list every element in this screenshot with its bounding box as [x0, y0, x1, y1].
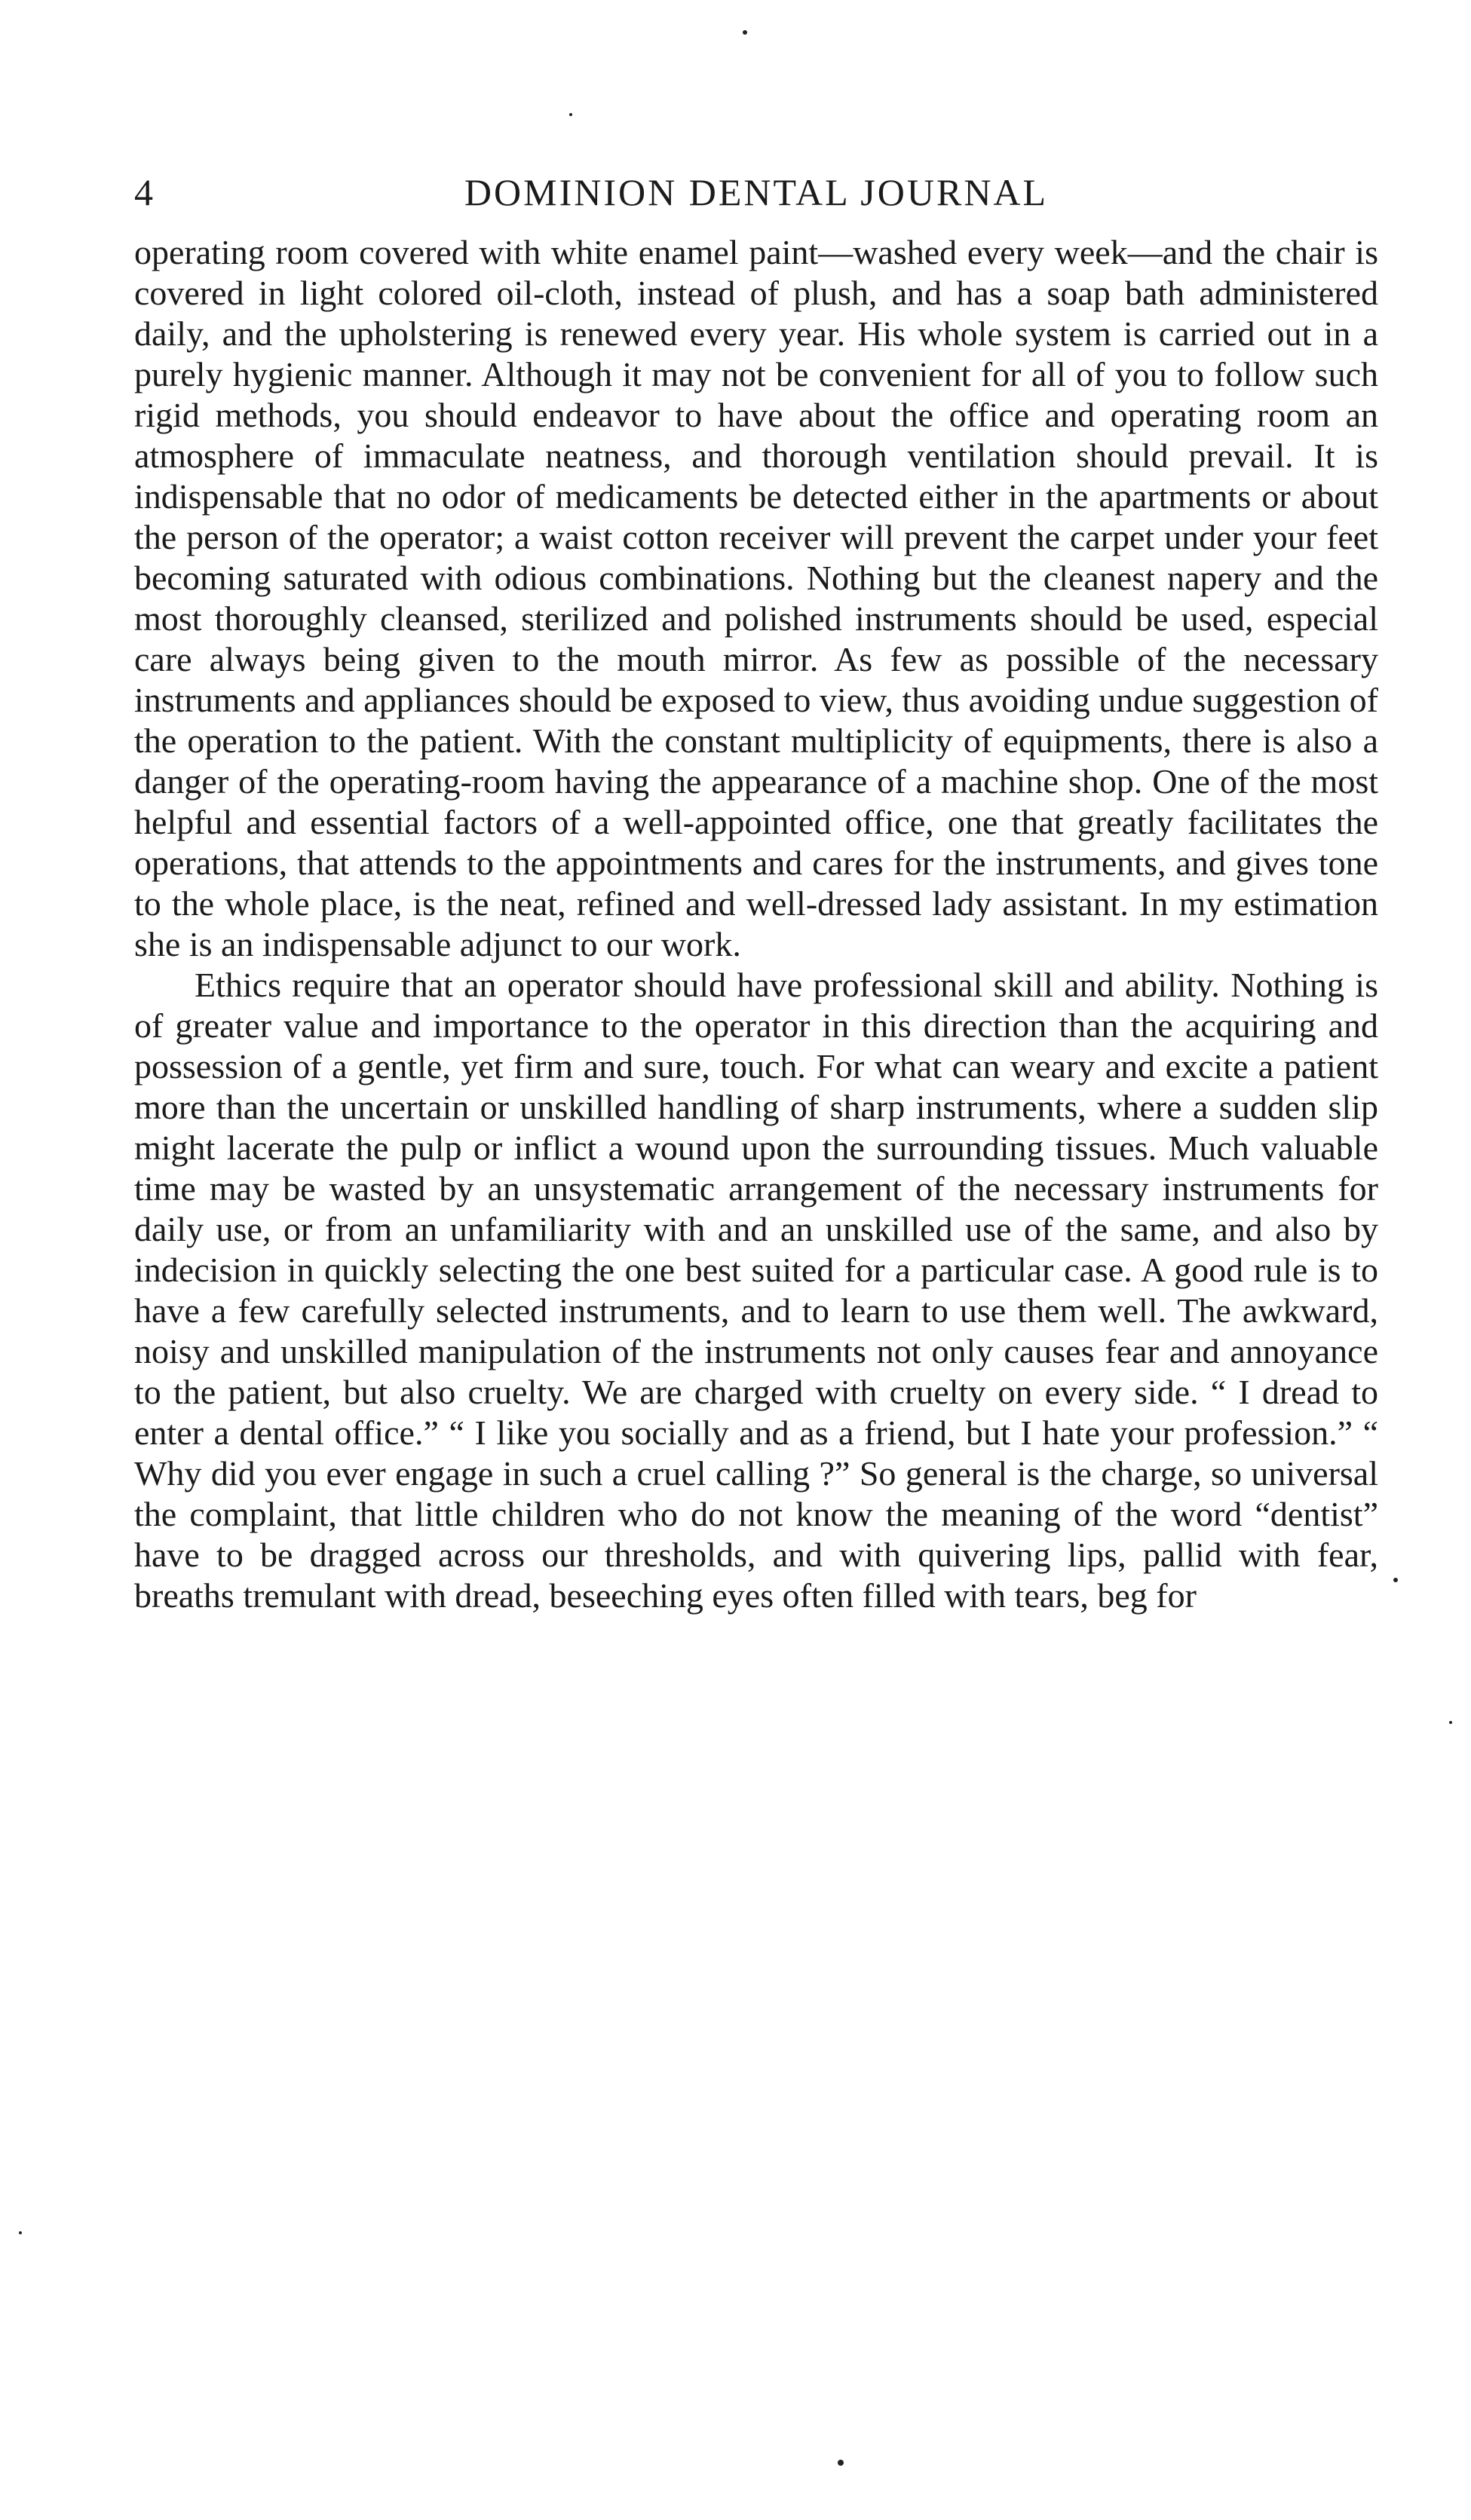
- journal-title: DOMINION DENTAL JOURNAL: [464, 171, 1049, 213]
- scan-speck: [838, 2460, 844, 2466]
- article-body: [134, 232, 1378, 1616]
- scan-speck: [569, 113, 572, 116]
- scan-speck: [743, 30, 747, 35]
- scan-speck: [1393, 1578, 1398, 1582]
- paragraph-ethics: Ethics require that an operator should have professional skill and ability. Nothing is of greater value and importance to the operator in this direction than the acquiring and possession of a gentle, yet firm and sure, touch. For what can weary and excite a patient more than the uncertain or unskilled handling of sharp instruments, where a sudden slip might lacerate the pulp or inflict a wound upon the surrounding tissues. Much valuable time may be wasted by an unsystematic arrangement of the necessary instruments for daily use, or from an unfamiliarity with and an unskilled use of the same, and also by indecision in quickly selecting the one best suited for a particular case. A good rule is to have a few carefully selected instruments, and to learn to use them well. The awkward, noisy and unskilled manipulation of the instruments not only causes fear and annoyance to the patient, but also cruelty. We are charged with cruelty on every side. “ I dread to enter a dental office.” “ I like you socially and as a friend, but I hate your profession.” “ Why did you ever engage in such a cruel calling ?” So general is the charge, so universal the complaint, that little children who do not know the meaning of the word “dentist” have to be dragged across our thresholds, and with quivering lips, pallid with fear, breaths tremulant with dread, beseeching eyes often filled with tears, beg for: [134, 966, 1378, 1615]
- scan-speck: [19, 2231, 22, 2234]
- running-head: [134, 170, 1378, 215]
- paragraph-operating-room: operating room covered with white enamel paint—washed every week—and the chair is covered in light colored oil-cloth, instead of plush, and has a soap bath administered daily, and the upholstering is renewed every year. His whole system is carried out in a purely hygienic manner. Although it may not be convenient for all of you to follow such rigid methods, you should endeavor to have about the office and operating room an atmosphere of immaculate neatness, and thorough ventilation should prevail. It is indispensable that no odor of medicaments be detected either in the apartments or about the person of the operator; a waist cotton receiver will prevent the carpet under your feet becoming saturated with odious combinations. Nothing but the cleanest napery and the most thoroughly cleansed, sterilized and polished instruments should be used, especial care always being given to the mouth mirror. As few as possible of the necessary instruments and appliances should be exposed to view, thus avoiding undue suggestion of the operation to the patient. With the constant multiplicity of equipments, there is also a danger of the operating-room having the appearance of a machine shop. One of the most helpful and essential factors of a well-appointed office, one that greatly facilitates the operations, that attends to the appointments and cares for the instruments, and gives tone to the whole place, is the neat, refined and well-dressed lady assistant. In my estimation she is an indispensable adjunct to our work.: [134, 233, 1378, 963]
- scan-speck: [1449, 1721, 1452, 1724]
- page-number: 4: [134, 171, 155, 213]
